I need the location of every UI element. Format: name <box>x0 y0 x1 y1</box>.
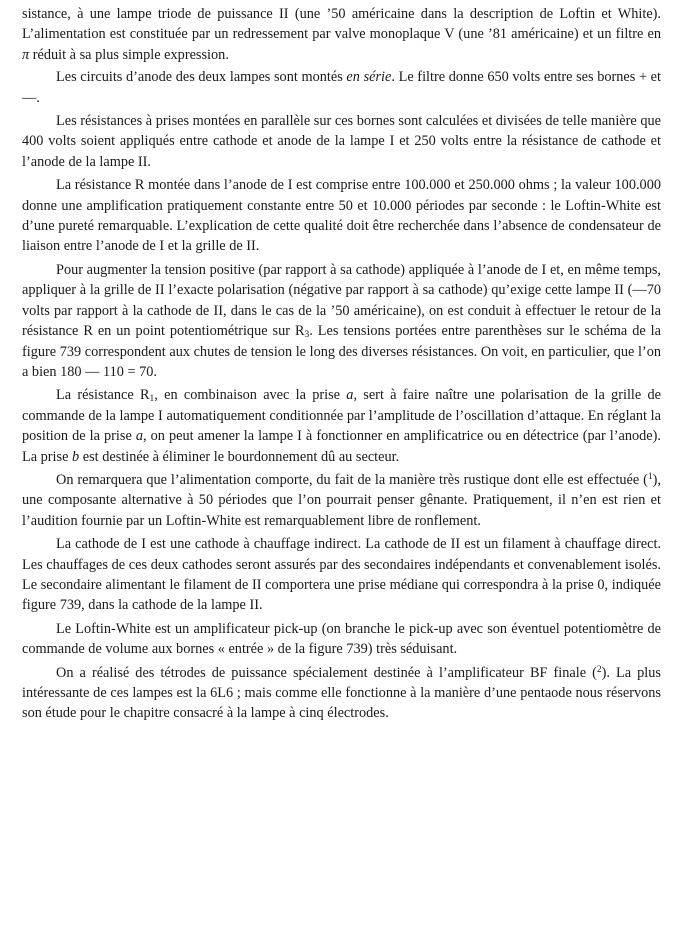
paragraph-voltage-divider <box>22 111 661 172</box>
text-run: La cathode de I est une cathode à chauffage indirect. La cathode de II est un filament à chauffage direct. Les chauffages de ces deux cathodes seront assurés par des secondaires indépendants et convenablement isolés. Le secondaire alimentant le filament de II comportera une prise médiane qui correspondra à la prise 0, indiquée figure 739, dans la cathode de la lampe II. <box>22 536 661 614</box>
text-run: La résistance R montée dans l’anode de I est comprise entre 100.000 et 250.000 ohms ; la valeur 100.000 donne une amplification pratiquement constante entre 50 et 10.000 périodes par seconde : le Loftin-White est d’une pureté remarquable. L’explication de cette qualité doit être recherchée dans l’absence de condensateur de liaison entre l’anode de I et la grille de II. <box>22 177 661 255</box>
text-run: Les circuits d’anode des deux lampes sont montés <box>56 69 347 86</box>
paragraph-power-tetrodes <box>22 663 661 724</box>
text-run: . Le filtre donne 650 volts entre ses bornes + et —. <box>22 69 661 106</box>
paragraph-anode-resistance <box>22 175 661 257</box>
text-run: , en combinaison avec la prise <box>154 387 347 404</box>
text-sub: 1 <box>149 394 155 405</box>
text-run: ). La plus intéressante de ces lampes est la 6L6 ; mais comme elle fonctionne à la manière d’une pentaode nous réservons son étude pour le chapitre consacré à la lampe à cinq électrodes. <box>22 664 661 722</box>
text-run: La résistance R <box>56 387 150 404</box>
body-text <box>22 4 661 724</box>
text-run: , on peut amener la lampe I à fonctionner en amplificatrice ou en détectrice (par l’anode). La prise <box>22 428 661 465</box>
text-run: On a réalisé des tétrodes de puissance spécialement destinée à l’amplificateur BF finale ( <box>56 664 597 681</box>
text-sub: 3 <box>304 330 310 341</box>
text-run: , sert à faire naître une polarisation de la grille de commande de la lampe I automatiquement conditionnée par l’amplitude de l’oscillation d’attaque. En réglant la position de la prise <box>22 387 661 445</box>
text-run: Pour augmenter la tension positive (par rapport à sa cathode) appliquée à l’anode de I et, en même temps, appliquer à la grille de II l’exacte polarisation (négative par rapport à sa cathode) qu’exige cette lampe II (—70 volts par rapport à la cathode de II, dans le cas de la ’50 américaine), on est conduit à effectuer le retour de la résistance R en un point potentiométrique sur R <box>22 261 661 340</box>
paragraph-pickup-amplifier <box>22 619 661 660</box>
text-run: sistance, à une lampe triode de puissance II (une ’50 américaine dans la description de Loftin et White). L’alimentation est constituée par un redressement par valve monoplaque V (une ’81 américaine) et un filtre en <box>22 6 661 43</box>
text-run: Les résistances à prises montées en parallèle sur ces bornes sont calculées et divisées de telle manière que 400 volts soient appliqués entre cathode et anode de la lampe I et 250 volts entre la résistance de cathode et l’anode de la lampe II. <box>22 113 661 170</box>
paragraph-alternative-component <box>22 470 661 531</box>
text-em: a <box>135 428 144 445</box>
paragraph-grid-polarisation <box>22 260 661 382</box>
text-run: On remarquera que l’alimentation comporte, du fait de la manière très rustique dont elle est effectuée ( <box>56 471 648 488</box>
text-m: π <box>22 46 30 63</box>
paragraph-tube-description <box>22 4 661 65</box>
paragraph-series-anodes <box>22 67 661 108</box>
text-sup: 2 <box>596 664 602 675</box>
text-sup: 1 <box>647 471 653 482</box>
text-run: ), une composante alternative à 50 périodes que l’on pourrait penser gênante. Pratiquement, il n’en est rien et l’audition fournie par un Loftin-White est remarquablement libre de ronflement. <box>22 471 661 529</box>
text-em: b <box>72 448 80 465</box>
paragraph-cathode-heating <box>22 534 661 616</box>
text-run: Le Loftin-White est un amplificateur pick-up (on branche le pick-up avec son éventuel potentiomètre de commande de volume aux bornes « entrée » de la figure 739) très séduisant. <box>22 620 661 658</box>
text-run: est destinée à éliminer le bourdonnement dû au secteur. <box>79 448 400 465</box>
text-em: a <box>346 387 354 404</box>
text-em: en série <box>346 69 392 86</box>
text-run: réduit à sa plus simple expression. <box>29 46 229 63</box>
paragraph-r1-prise-a <box>22 385 661 467</box>
text-run: . Les tensions portées entre parenthèses sur le schéma de la figure 739 correspondent aux chutes de tension le long des diverses résistances. On voit, en particulier, que l’on a bien 180 — 110 = 70. <box>22 323 662 380</box>
